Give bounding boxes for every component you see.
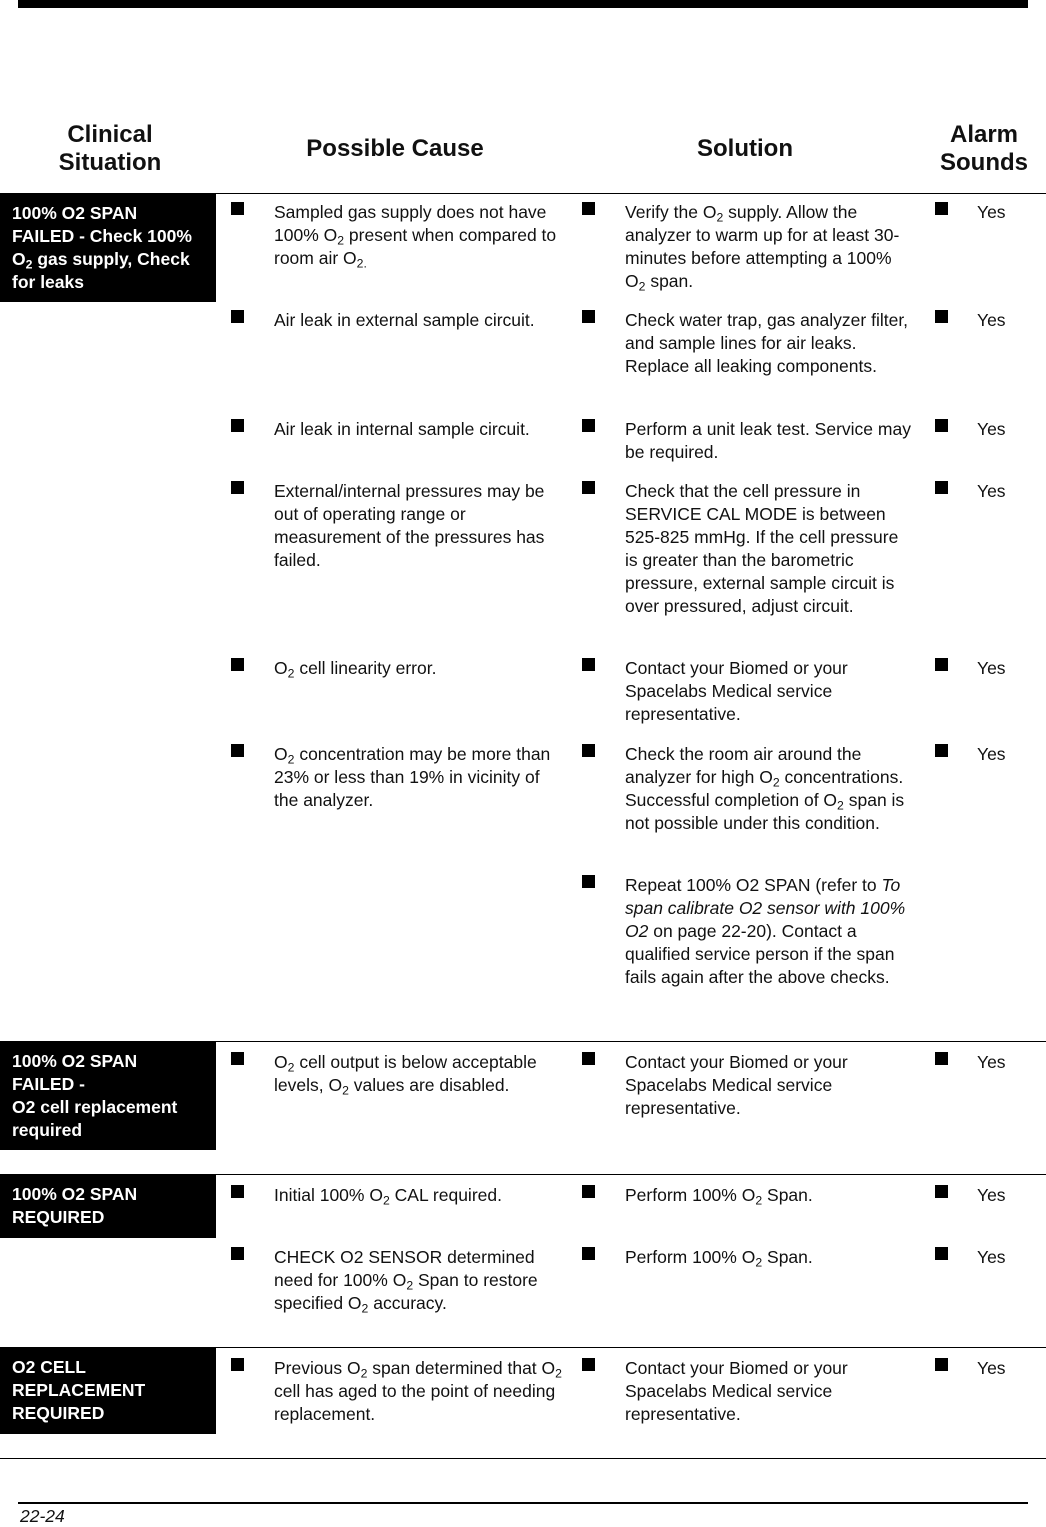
header-clinical-situation: Clinical Situation <box>58 121 162 176</box>
solution-text: Verify the $O_2$ supply. Allow the analyzer to warm up for at least 30-minutes before attempting a 100% $O_2$ span. <box>625 202 900 294</box>
solution-text: Perform 100% $O_2$ Span. <box>625 1247 813 1270</box>
top-rule <box>18 0 1028 8</box>
solution-text: Contact your Biomed or your Spacelabs Medical service representative. <box>625 1358 848 1424</box>
bullet-icon <box>935 744 948 757</box>
bullet-icon <box>935 481 948 494</box>
bullet-icon <box>582 875 595 888</box>
bullet-icon <box>231 658 244 671</box>
cause-text: External/internal pressures may be out of operating range or measurement of the pressures has failed. <box>274 481 545 570</box>
situation-span-failed-check-supply: 100% O2 SPAN FAILED - Check 100% $O_2$ gas supply, Check for leaks <box>0 194 216 302</box>
situation-cell-replacement-required: O2 CELL REPLACEMENT REQUIRED <box>0 1348 216 1434</box>
bullet-icon <box>582 1358 595 1371</box>
bullet-icon <box>231 744 244 757</box>
cause-text: Air leak in internal sample circuit. <box>274 419 530 439</box>
solution-text: Check water trap, gas analyzer filter, and sample lines for air leaks. Replace all leaking components. <box>625 310 909 376</box>
solution-text: Contact your Biomed or your Spacelabs Medical service representative. <box>625 1052 848 1118</box>
cause-text: $O_2$ cell output is below acceptable levels, $O_2$ values are disabled. <box>274 1052 537 1098</box>
bullet-icon <box>935 202 948 215</box>
bullet-icon <box>231 202 244 215</box>
solution-text: Check that the cell pressure in SERVICE CAL MODE is between 525-825 mmHg. If the cell pressure is greater than the barometric pressure, external sample circuit is over pressured, adjust circuit. <box>625 481 899 616</box>
alarm-text: Yes <box>977 1247 1006 1267</box>
bullet-icon <box>935 419 948 432</box>
bullet-icon <box>935 1052 948 1065</box>
alarm-text: Yes <box>977 1358 1006 1378</box>
cause-text: $O_2$ concentration may be more than 23% or less than 19% in vicinity of the analyzer. <box>274 744 551 810</box>
solution-text: Repeat 100% O2 SPAN (refer to To span calibrate O2 sensor with 100% O2 on page 22-20). Contact a qualified service person if the span fails again after the above checks. <box>625 875 906 987</box>
page-number: 22-24 <box>20 1506 65 1526</box>
bullet-icon <box>935 310 948 323</box>
cause-text: $O_2$ cell linearity error. <box>274 658 437 681</box>
bullet-icon <box>582 310 595 323</box>
cause-text: CHECK O2 SENSOR determined need for 100% $O_2$ Span to restore specified $O_2$ accuracy. <box>274 1247 538 1316</box>
bullet-icon <box>582 744 595 757</box>
bullet-icon <box>935 1358 948 1371</box>
bullet-icon <box>582 481 595 494</box>
bullet-icon <box>231 419 244 432</box>
alarm-text: Yes <box>977 481 1006 501</box>
solution-text: Perform a unit leak test. Service may be required. <box>625 419 911 462</box>
situation-span-failed-cell-replacement: 100% O2 SPAN FAILED - O2 cell replacement required <box>0 1042 216 1150</box>
header-alarm-sounds: Alarm Sounds <box>940 121 1028 176</box>
alarm-text: Yes <box>977 419 1006 439</box>
alarm-text: Yes <box>977 202 1006 222</box>
alarm-text: Yes <box>977 658 1006 678</box>
bullet-icon <box>582 202 595 215</box>
bullet-icon <box>935 658 948 671</box>
solution-text: Contact your Biomed or your Spacelabs Medical service representative. <box>625 658 848 724</box>
bullet-icon <box>231 481 244 494</box>
bullet-icon <box>935 1247 948 1260</box>
bullet-icon <box>582 1185 595 1198</box>
bullet-icon <box>231 1185 244 1198</box>
solution-text: Check the room air around the analyzer for high $O_2$ concentrations. Successful completion of $O_2$ span is not possible under this condition. <box>625 744 905 833</box>
bullet-icon <box>582 419 595 432</box>
bullet-icon <box>231 1052 244 1065</box>
alarm-text: Yes <box>977 744 1006 764</box>
bullet-icon <box>582 1052 595 1065</box>
alarm-text: Yes <box>977 1052 1006 1072</box>
situation-span-required: 100% O2 SPAN REQUIRED <box>0 1175 216 1238</box>
alarm-text: Yes <box>977 310 1006 330</box>
alarm-text: Yes <box>977 1185 1006 1205</box>
bullet-icon <box>935 1185 948 1198</box>
cause-text: Initial 100% $O_2$ CAL required. <box>274 1185 502 1208</box>
solution-text: Perform 100% $O_2$ Span. <box>625 1185 813 1208</box>
header-possible-cause: Possible Cause <box>306 135 484 162</box>
cause-text: Sampled gas supply does not have 100% $O_2$ present when compared to room air $O_{2.}$ <box>274 202 557 271</box>
bullet-icon <box>582 658 595 671</box>
bullet-icon <box>231 310 244 323</box>
section-rule <box>0 1458 1046 1459</box>
header-solution: Solution <box>697 135 793 162</box>
cause-text: Air leak in external sample circuit. <box>274 310 535 330</box>
bullet-icon <box>231 1247 244 1260</box>
bullet-icon <box>582 1247 595 1260</box>
footer-rule <box>18 1502 1028 1504</box>
cause-text: Previous $O_2$ span determined that $O_2$ cell has aged to the point of needing replacement. <box>274 1358 562 1424</box>
bullet-icon <box>231 1358 244 1371</box>
